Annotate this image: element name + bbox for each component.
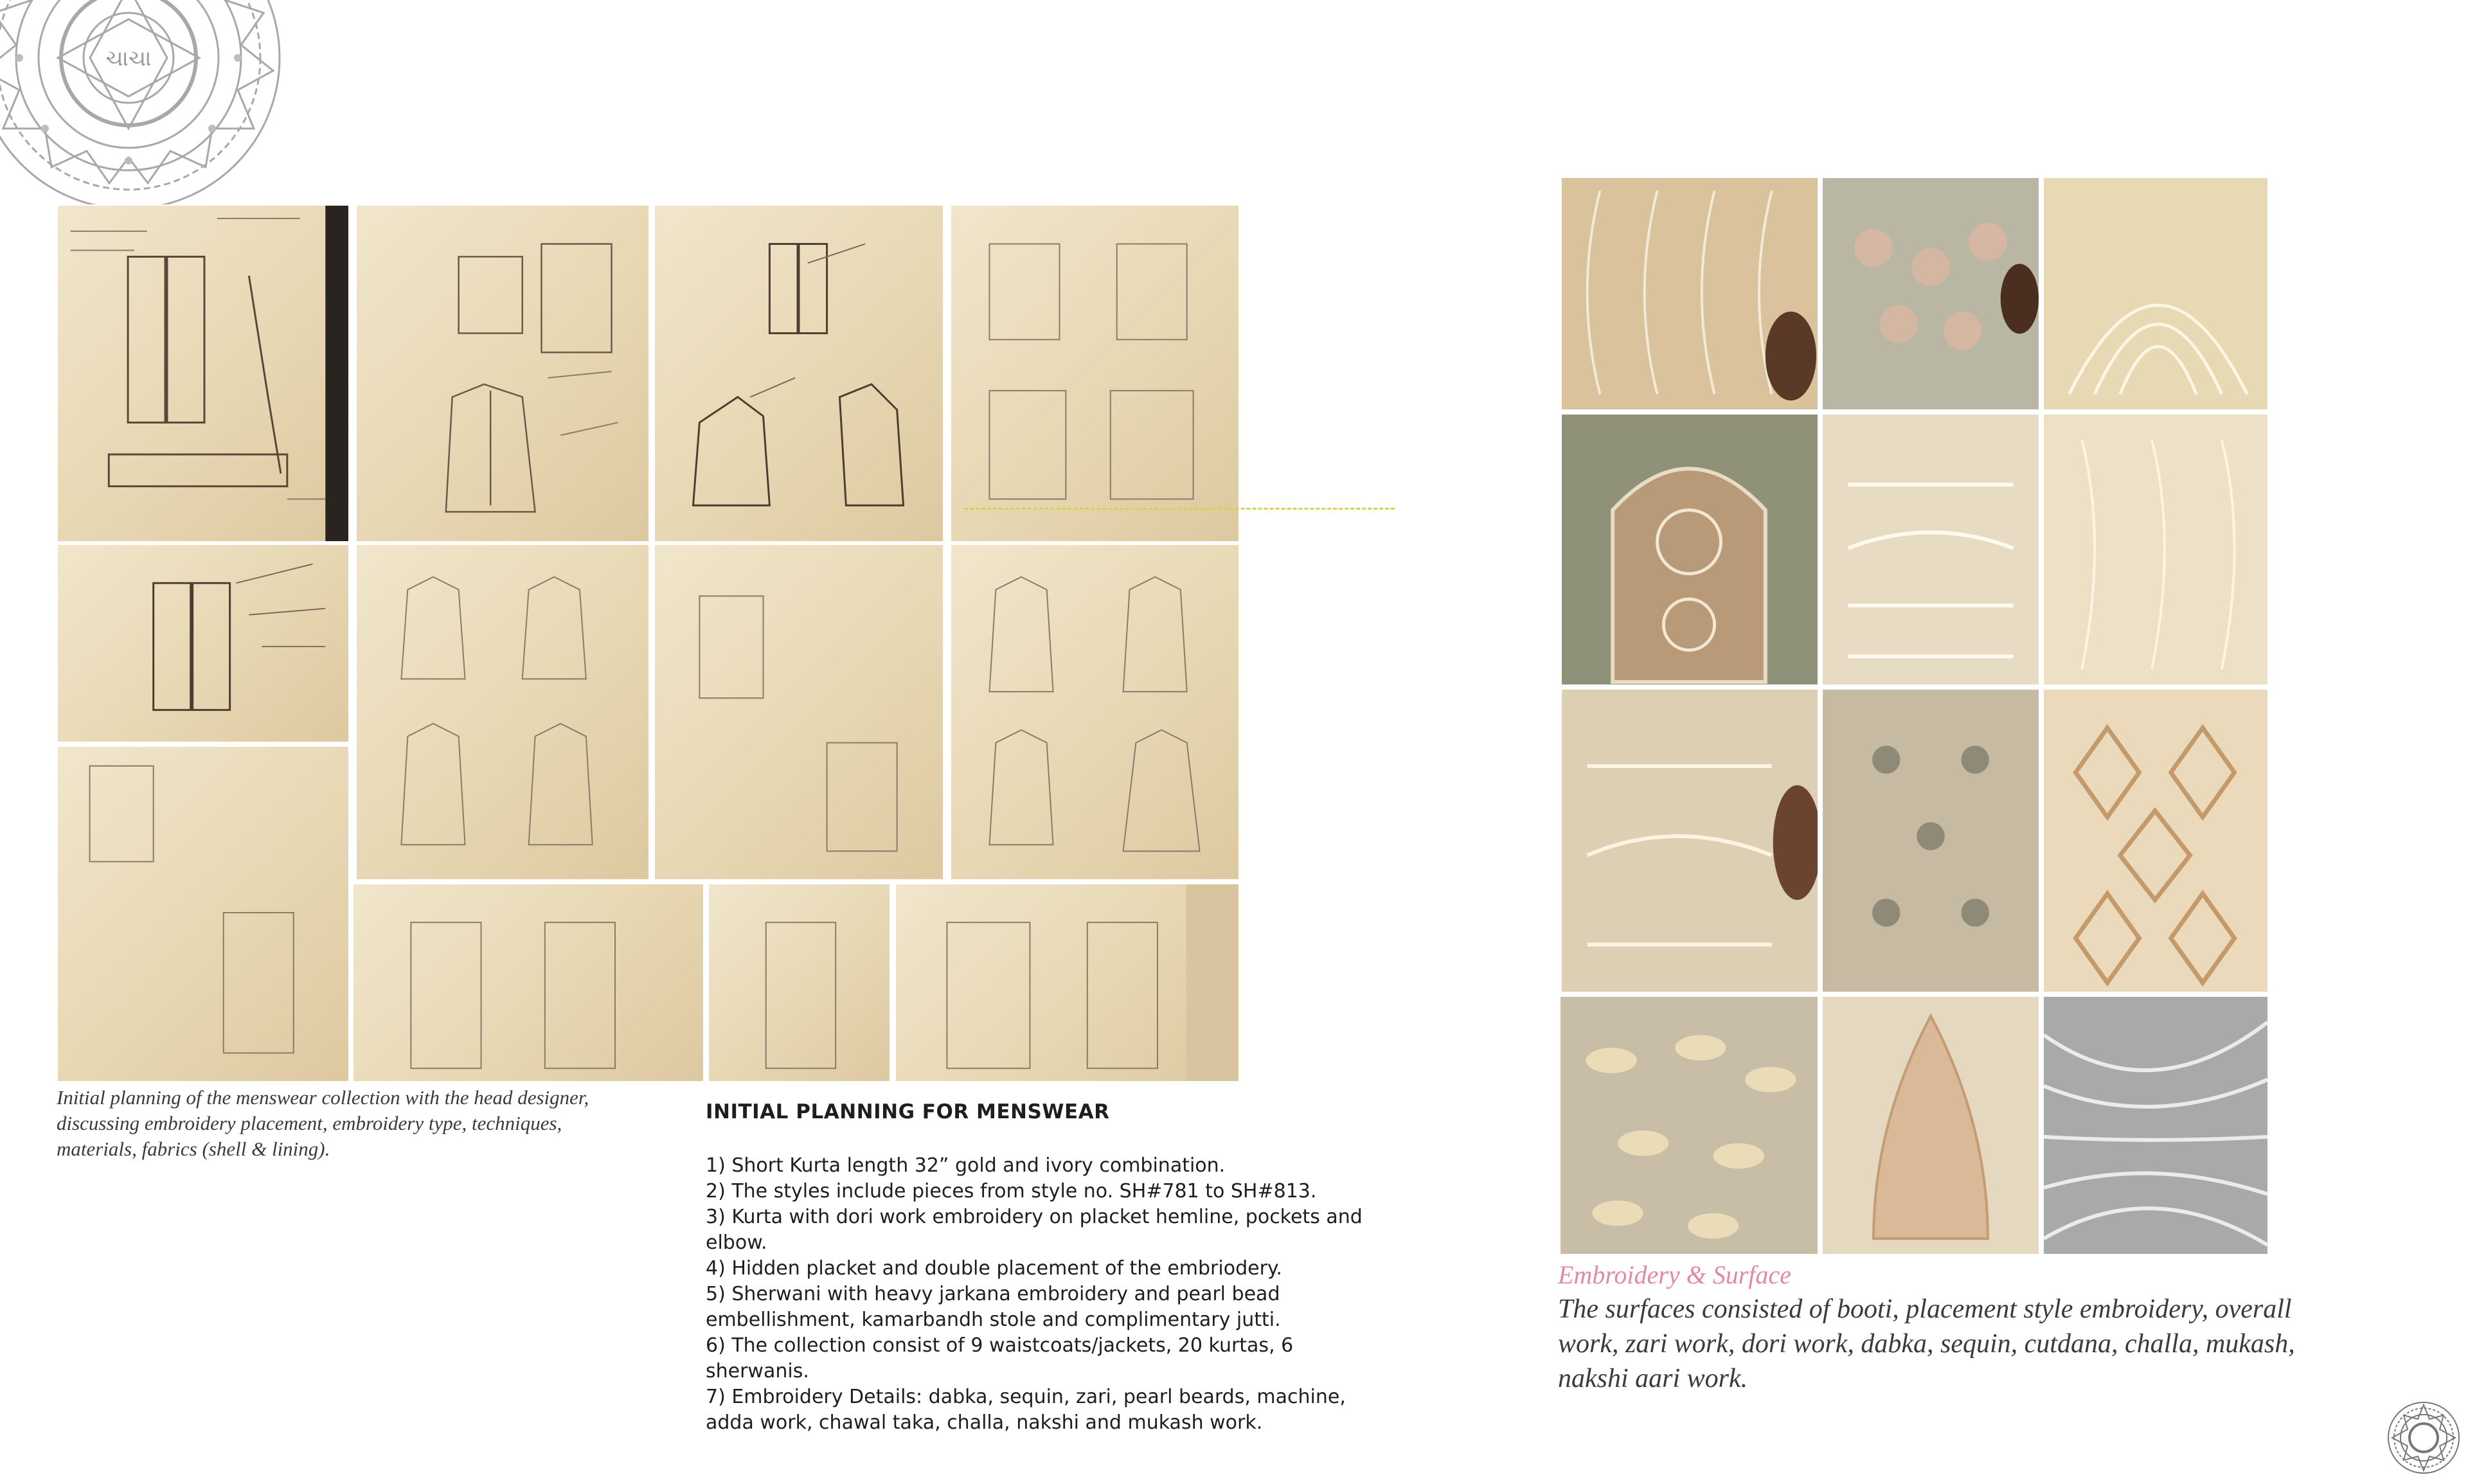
planning-item: 5) Sherwani with heavy jarkana embroidery and pearl bead embellishment, kamarbandh stole and complimentary jutti. xyxy=(706,1283,1281,1331)
embroidery-photo xyxy=(2043,996,2269,1255)
embroidery-photo xyxy=(1559,996,1819,1255)
collage-caption: Initial planning of the menswear collection with the head designer, discussing embroidery placement, embroidery type, techniques, materials, fabrics (shell & lining). xyxy=(57,1086,589,1160)
logo-text: ચાચા xyxy=(105,46,152,71)
embroidery-photo xyxy=(2043,413,2269,686)
sketch-photo xyxy=(57,746,350,1082)
sketch-photo xyxy=(57,544,350,743)
planning-item: 2) The styles include pieces from style no. SH#781 to SH#813. xyxy=(706,1180,1317,1202)
sketch-photo xyxy=(950,544,1240,881)
sketch-photo xyxy=(355,544,650,881)
embroidery-photo xyxy=(2043,688,2269,993)
embroidery-photo xyxy=(1821,177,2040,411)
planning-item: 3) Kurta with dori work embroidery on placket hemline, pockets and elbow. xyxy=(706,1206,1363,1254)
mandala-small-logo-icon xyxy=(2386,1400,2462,1476)
sketch-photo xyxy=(654,544,944,881)
planning-item: 1) Short Kurta length 32” gold and ivory combination. xyxy=(706,1154,1226,1177)
sketch-photo xyxy=(895,883,1240,1082)
sketch-photo xyxy=(654,204,944,542)
sketch-photo xyxy=(950,204,1240,542)
embroidery-photo xyxy=(2043,177,2269,411)
planning-section xyxy=(706,1100,1368,1436)
planning-item: 7) Embroidery Details: dabka, sequin, zari, pearl beards, machine, adda work, chawal taka, challa, nakshi and mukash work. xyxy=(706,1386,1346,1434)
sketch-photo xyxy=(352,883,704,1082)
planning-item: 6) The collection consist of 9 waistcoats/jackets, 20 kurtas, 6 sherwanis. xyxy=(706,1334,1294,1382)
sketch-photo xyxy=(708,883,891,1082)
embroidery-description: The surfaces consisted of booti, placement style embroidery, overall work, zari work, dori work, dabka, sequin, cutdana, challa, mukash, nakshi aari work. xyxy=(1558,1294,2295,1393)
embroidery-photo xyxy=(1821,413,2040,686)
embroidery-photo xyxy=(1821,996,2040,1255)
sketch-photo xyxy=(57,204,350,542)
sketch-photo xyxy=(355,204,650,542)
embroidery-photo xyxy=(1560,413,1819,686)
embroidery-photo xyxy=(1560,688,1819,993)
connector-dotted-line xyxy=(964,508,1395,510)
planning-heading: INITIAL PLANNING FOR MENSWEAR xyxy=(706,1100,1110,1123)
embroidery-photo xyxy=(1821,688,2040,993)
mandala-logo-icon xyxy=(0,0,350,212)
planning-item: 4) Hidden placket and double placement of the embriodery. xyxy=(706,1257,1282,1280)
embroidery-photo xyxy=(1560,177,1819,411)
embroidery-title: Embroidery & Surface xyxy=(1558,1260,1791,1289)
